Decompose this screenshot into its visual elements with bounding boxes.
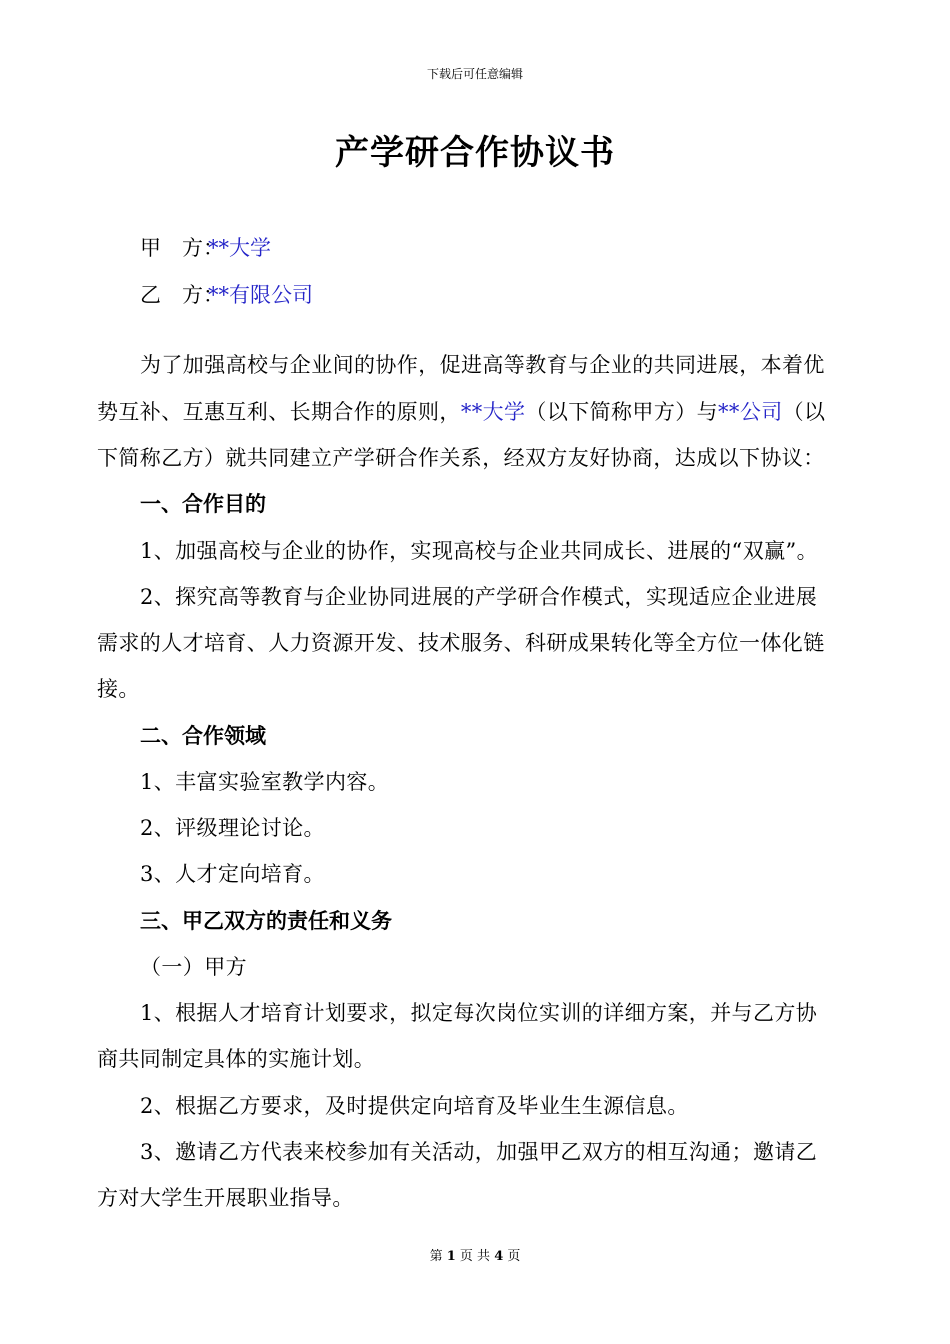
intro-line-2-c: （以下简称甲方）与 bbox=[525, 400, 719, 424]
party-b-label: 乙 方： bbox=[140, 283, 224, 307]
footer-mid: 页 共 bbox=[459, 1249, 491, 1264]
party-a-label: 甲 方： bbox=[140, 236, 224, 260]
page-footer bbox=[0, 1248, 950, 1266]
section-1-item-1: 1、加强高校与企业的协作，实现高校与企业共同成长、进展的“双赢”。 bbox=[140, 539, 819, 563]
section-2-item-2: 2、评级理论讨论。 bbox=[140, 816, 325, 840]
party-b-value: **有限公司 bbox=[208, 283, 313, 307]
intro-line-2-a: 势互补、互惠互利、长期合作的原则， bbox=[97, 400, 461, 424]
footer-total-pages: 4 bbox=[494, 1249, 504, 1264]
document-title: 产学研合作协议书 bbox=[335, 133, 615, 173]
section-3-subheading: （一）甲方 bbox=[140, 955, 247, 979]
section-3-item-3-line-1: 3、邀请乙方代表来校参加有关活动，加强甲乙双方的相互沟通；邀请乙 bbox=[140, 1140, 818, 1164]
section-1-item-2-line-3: 接。 bbox=[97, 677, 140, 701]
party-a-value: **大学 bbox=[208, 236, 271, 260]
header-note: 下载后可任意编辑 bbox=[426, 67, 523, 81]
section-3-item-2: 2、根据乙方要求，及时提供定向培育及毕业生生源信息。 bbox=[140, 1094, 689, 1118]
footer-suffix: 页 bbox=[507, 1249, 521, 1264]
intro-line-2 bbox=[97, 398, 825, 426]
section-1-item-2-line-1: 2、探究高等教育与企业协同进展的产学研合作模式，实现适应企业进展 bbox=[140, 585, 818, 609]
party-a-line bbox=[140, 234, 271, 262]
intro-line-1: 为了加强高校与企业间的协作，促进高等教育与企业的共同进展，本着优 bbox=[140, 353, 825, 377]
section-1-heading: 一、合作目的 bbox=[140, 491, 266, 516]
section-3-heading: 三、甲乙双方的责任和义务 bbox=[140, 908, 392, 933]
section-2-item-3: 3、人才定向培育。 bbox=[140, 862, 325, 886]
section-2-heading: 二、合作领域 bbox=[140, 723, 266, 748]
section-3-item-3-line-2: 方对大学生开展职业指导。 bbox=[97, 1186, 354, 1210]
intro-line-3: 下简称乙方）就共同建立产学研合作关系，经双方友好协商，达成以下协议： bbox=[97, 446, 825, 470]
intro-line-2-e: （以 bbox=[782, 400, 826, 424]
section-3-item-1-line-2: 商共同制定具体的实施计划。 bbox=[97, 1047, 376, 1071]
footer-page-number: 1 bbox=[446, 1249, 456, 1264]
section-1-item-2-line-2: 需求的人才培育、人力资源开发、技术服务、科研成果转化等全方位一体化链 bbox=[97, 631, 825, 655]
party-b-line bbox=[140, 281, 313, 309]
footer-prefix: 第 bbox=[429, 1249, 443, 1264]
section-3-item-1-line-1: 1、根据人才培育计划要求，拟定每次岗位实训的详细方案，并与乙方协 bbox=[140, 1001, 818, 1025]
intro-party-b-ref: **公司 bbox=[718, 400, 783, 424]
intro-party-a-ref: **大学 bbox=[460, 400, 526, 424]
section-2-item-1: 1、丰富实验室教学内容。 bbox=[140, 770, 390, 794]
